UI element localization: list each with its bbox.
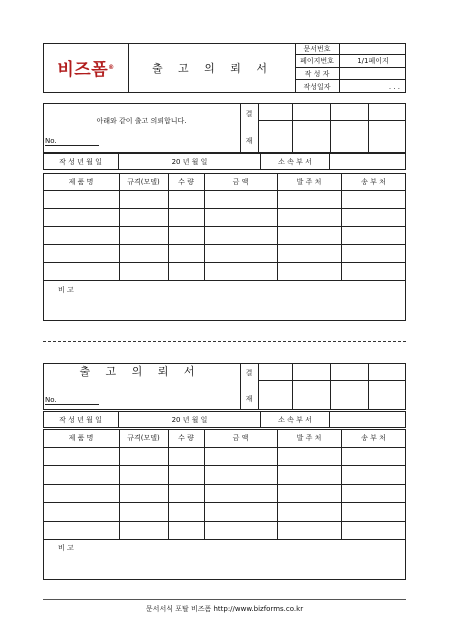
col-header-destination: 송 부 처 <box>361 434 386 442</box>
col-header-amount: 금 액 <box>232 434 249 442</box>
table-row <box>43 226 406 227</box>
table-row <box>43 208 406 209</box>
form1-remarks-box <box>43 280 406 321</box>
col-header-supplier: 발 주 처 <box>296 434 322 442</box>
remarks-label: 비 고 <box>58 286 74 294</box>
brand-logo: 비즈폼 ® <box>57 59 115 80</box>
col-header-supplier: 발 주 처 <box>296 177 322 186</box>
approval-label-top: 결 <box>245 369 253 377</box>
approval-label-top: 결 <box>245 110 253 118</box>
meta-value-doc-no <box>340 43 406 55</box>
col-header-destination: 송 부 처 <box>361 177 386 186</box>
meta-label-date: 작성일자 <box>295 80 340 93</box>
meta-value-page-no: 1/1페이지 <box>340 55 406 68</box>
form1-title: 출 고 의 뢰 서 <box>151 62 274 75</box>
date-value: 20 년 월 일 <box>119 153 261 170</box>
footer-text: 문서서식 포탈 비즈폼 http://www.bizforms.co.kr <box>145 605 304 613</box>
doc-number-label: No. <box>45 396 57 404</box>
cut-line <box>43 341 406 342</box>
dept-value <box>330 411 406 428</box>
doc-number-line <box>45 145 99 146</box>
footer-rule <box>43 599 406 600</box>
table-row <box>43 262 406 263</box>
table-row <box>43 521 406 522</box>
table-row <box>43 465 406 466</box>
col-header-qty: 수 량 <box>178 434 194 442</box>
col-header-spec: 규격(모델) <box>127 434 160 442</box>
doc-number-line <box>45 404 99 405</box>
dept-label: 소 속 부 서 <box>261 411 330 428</box>
approval-box <box>240 363 406 410</box>
table-row <box>43 244 406 245</box>
dept-value <box>330 153 406 170</box>
col-header-product: 제 품 명 <box>68 434 94 442</box>
approval-label-bottom: 재 <box>245 137 253 145</box>
form2-remarks-box <box>43 539 406 580</box>
meta-value-author <box>340 68 406 80</box>
doc-number-label: No. <box>45 137 57 145</box>
table-row <box>43 484 406 485</box>
form2-title: 출 고 의 뢰 서 <box>79 365 201 378</box>
meta-label-page-no: 페이지번호 <box>295 55 340 68</box>
meta-value-date: . . . <box>388 82 400 91</box>
table-row <box>43 502 406 503</box>
remarks-label: 비 고 <box>58 544 74 552</box>
approval-box <box>240 103 406 153</box>
request-text: 아래와 같이 출고 의뢰합니다. <box>96 117 187 125</box>
col-header-product: 제 품 명 <box>68 177 94 186</box>
date-value: 20 년 월 일 <box>119 411 261 428</box>
dept-label: 소 속 부 서 <box>261 153 330 170</box>
date-label: 작 성 년 월 일 <box>43 153 119 170</box>
col-header-amount: 금 액 <box>232 177 249 186</box>
date-label: 작 성 년 월 일 <box>43 411 119 428</box>
meta-label-doc-no: 문서번호 <box>295 43 340 55</box>
meta-label-author: 작 성 자 <box>295 68 340 80</box>
approval-label-bottom: 재 <box>245 395 253 403</box>
col-header-spec: 규격(모델) <box>127 177 160 186</box>
col-header-qty: 수 량 <box>178 177 194 186</box>
